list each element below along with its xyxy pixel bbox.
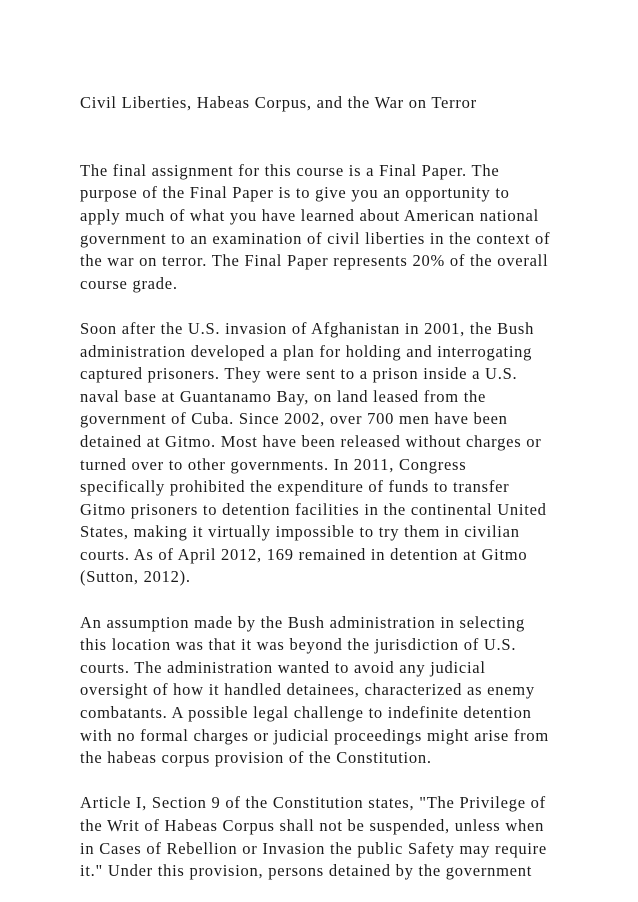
paragraph-line: Soon after the U.S. invasion of Afghanistan in 2001, the Bush [80, 318, 535, 338]
paragraph-line: purpose of the Final Paper is to give you an opportunity to [80, 183, 510, 203]
paragraph-4 [80, 792, 580, 882]
paragraph-line: combatants. A possible legal challenge to indefinite detention [80, 703, 532, 723]
paragraph-spacer [80, 295, 580, 318]
paragraph-line: courts. As of April 2012, 169 remained in detention at Gitmo [80, 544, 528, 564]
paragraph-spacer [80, 589, 580, 612]
paragraph-line: (Sutton, 2012). [80, 567, 191, 587]
paragraph-line: courts. The administration wanted to avoid any judicial [80, 657, 486, 677]
paragraph-line: naval base at Guantanamo Bay, on land leased from the [80, 386, 487, 406]
paragraph-line: with no formal charges or judicial proceedings might arise from [80, 725, 549, 745]
document-body [80, 92, 580, 883]
paragraph-line: administration developed a plan for holding and interrogating [80, 341, 533, 361]
paragraph-line: oversight of how it handled detainees, characterized as enemy [80, 680, 535, 700]
paragraph-line: apply much of what you have learned about American national [80, 205, 539, 225]
paragraph-line: course grade. [80, 273, 178, 293]
paragraph-spacer [80, 137, 580, 160]
paragraph-line: States, making it virtually impossible to try them in civilian [80, 522, 520, 542]
paragraph-line: government to an examination of civil liberties in the context of [80, 228, 551, 248]
paragraph-line: government of Cuba. Since 2002, over 700 men have been [80, 409, 508, 429]
document-title: Civil Liberties, Habeas Corpus, and the War on Terror [80, 93, 477, 112]
paragraph-line: captured prisoners. They were sent to a prison inside a U.S. [80, 364, 518, 384]
paragraph-2 [80, 318, 580, 589]
paragraph-3 [80, 612, 580, 770]
paragraph-line: detained at Gitmo. Most have been released without charges or [80, 431, 542, 451]
paragraph-line: Article I, Section 9 of the Constitution states, "The Privilege of [80, 793, 546, 813]
paragraph-line: the habeas corpus provision of the Constitution. [80, 748, 432, 768]
paragraph-line: the war on terror. The Final Paper represents 20% of the overall [80, 251, 549, 271]
paragraph-spacer [80, 115, 580, 138]
paragraph-line: it." Under this provision, persons detained by the government [80, 861, 533, 881]
paragraph-line: turned over to other governments. In 2011, Congress [80, 454, 467, 474]
paragraph-spacer [80, 770, 580, 793]
paragraph-line: The final assignment for this course is a Final Paper. The [80, 160, 500, 180]
paragraph-line: this location was that it was beyond the jurisdiction of U.S. [80, 635, 517, 655]
paragraph-1 [80, 160, 580, 296]
paragraph-line: An assumption made by the Bush administration in selecting [80, 612, 525, 632]
paragraph-line: in Cases of Rebellion or Invasion the public Safety may require [80, 838, 547, 858]
paragraph-line: Gitmo prisoners to detention facilities in the continental United [80, 499, 547, 519]
paragraph-line: specifically prohibited the expenditure of funds to transfer [80, 477, 510, 497]
paragraph-line: the Writ of Habeas Corpus shall not be suspended, unless when [80, 816, 545, 835]
